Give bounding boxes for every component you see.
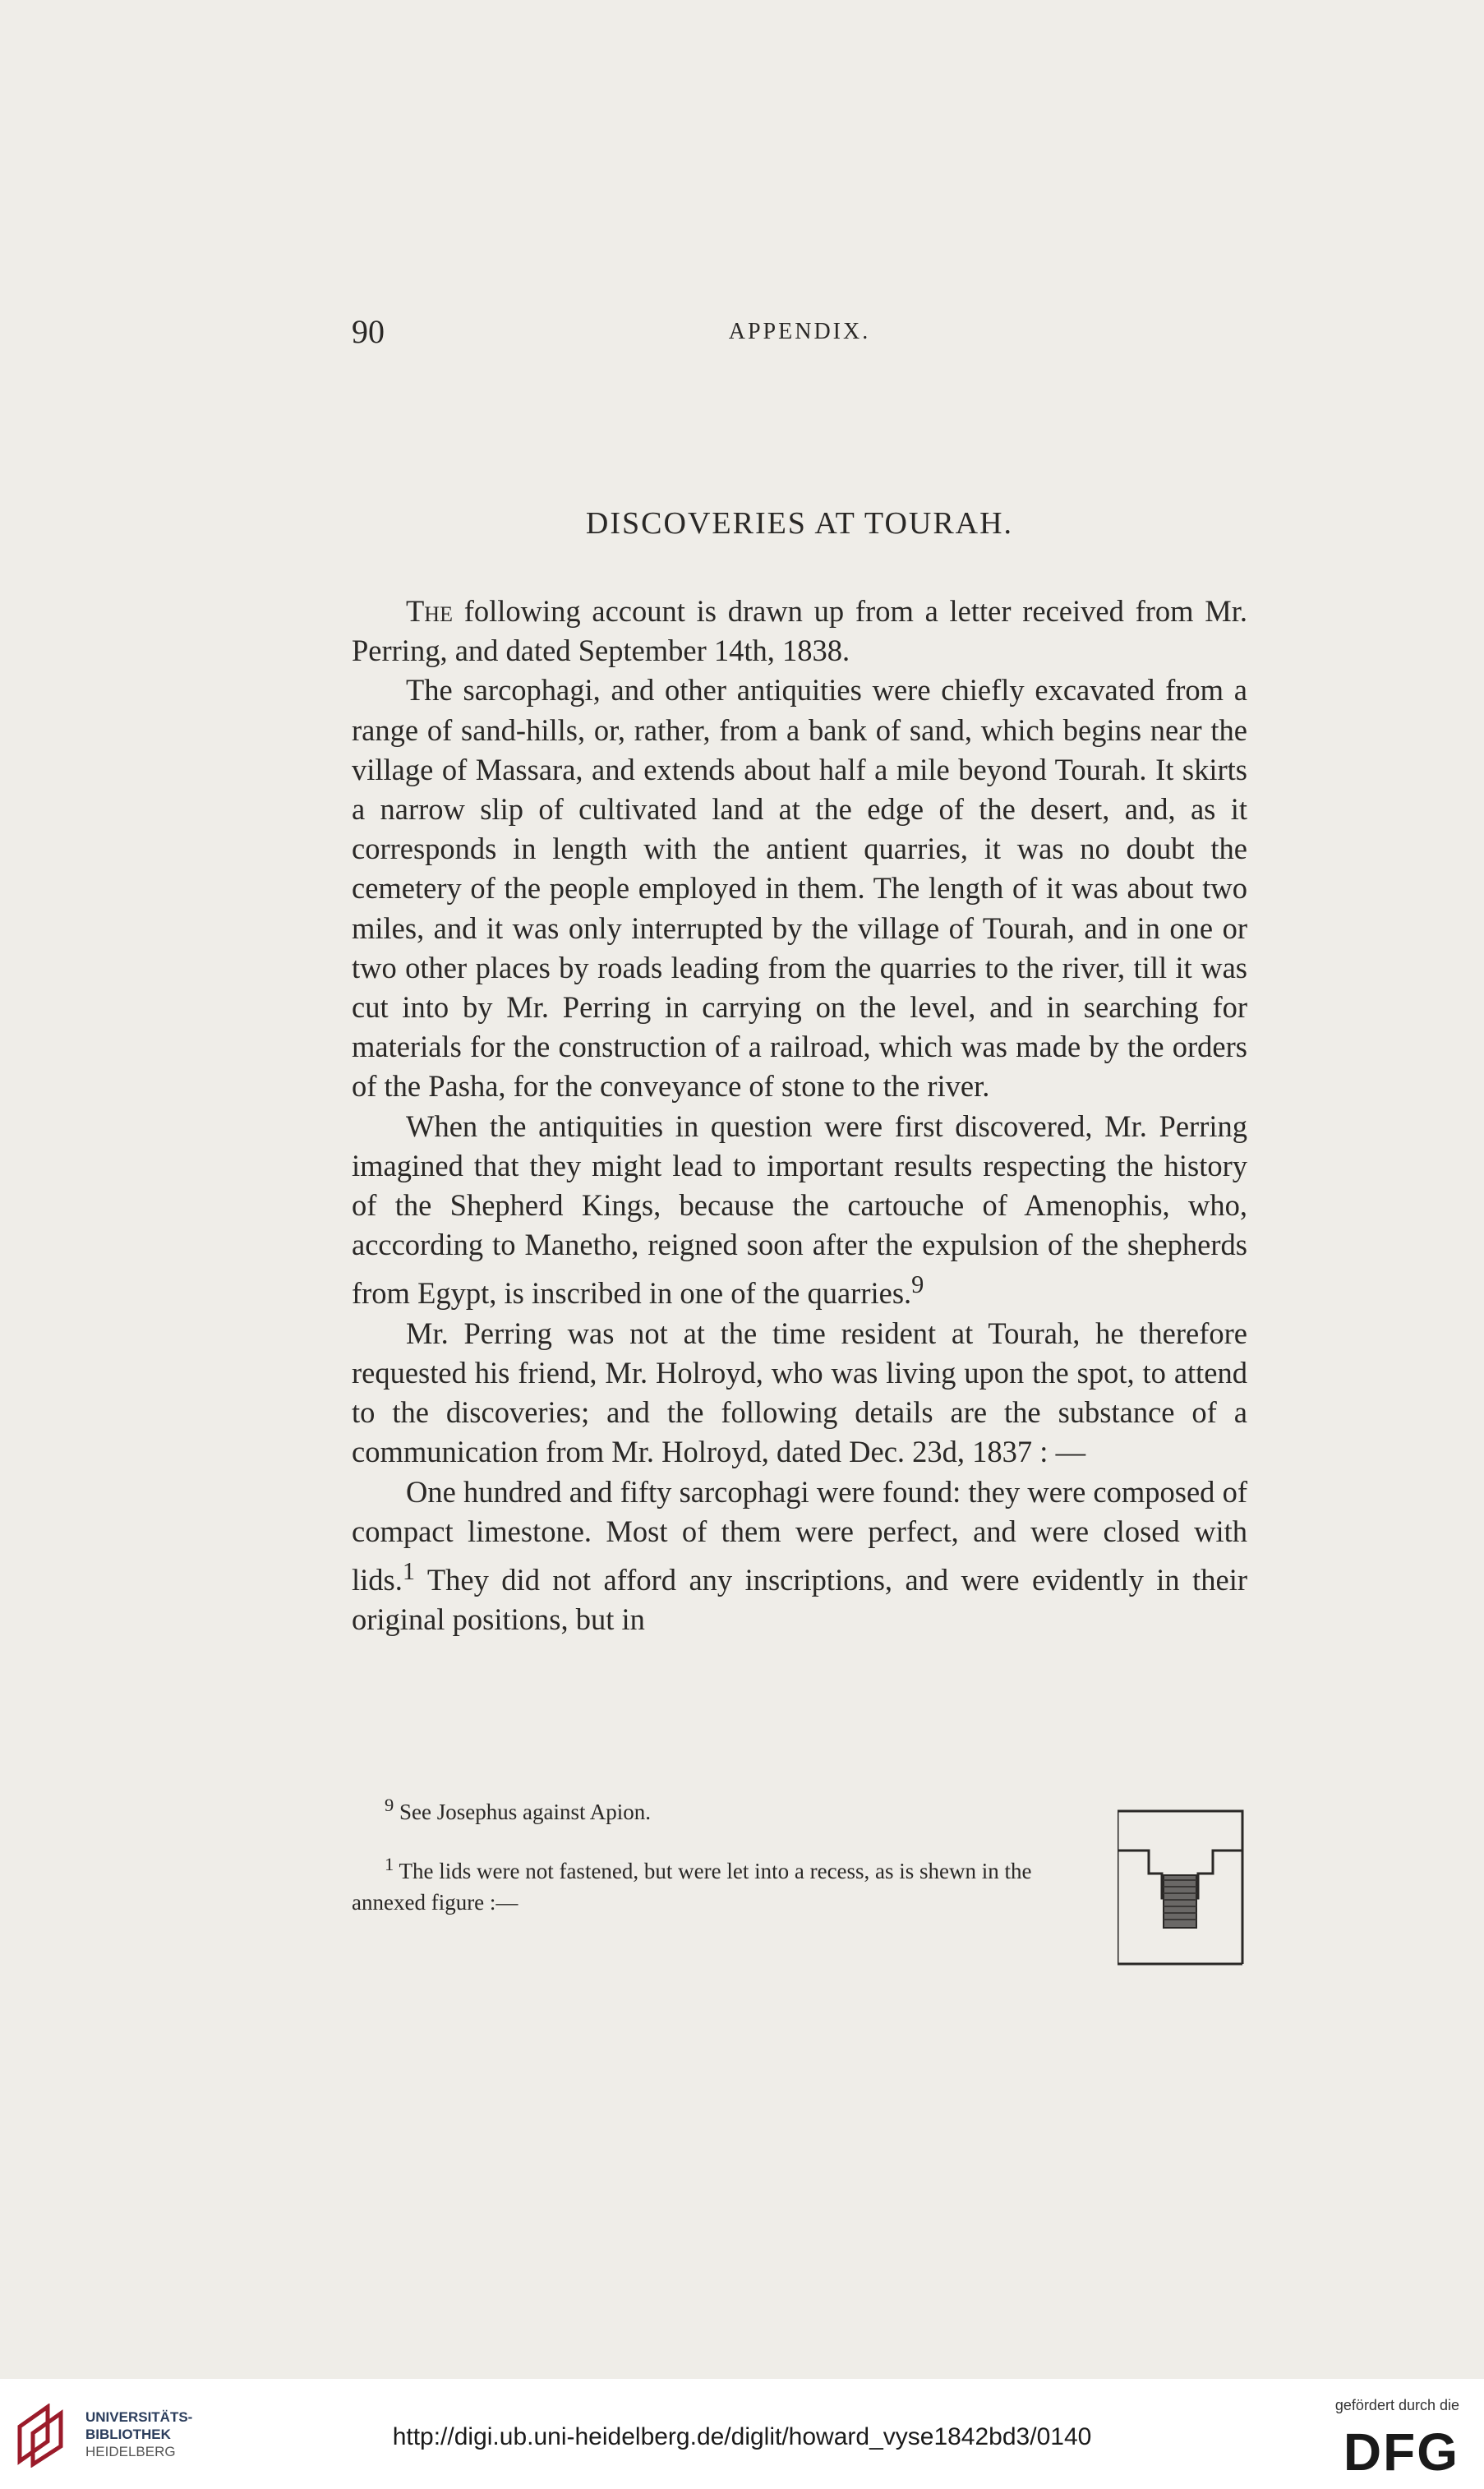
section-title: DISCOVERIES AT TOURAH. [585,506,1014,541]
page-number: 90 [352,313,385,350]
library-name: UNIVERSITÄTS- BIBLIOTHEK HEIDELBERG [85,2409,193,2459]
body-text [352,592,1247,1640]
paragraph: One hundred and fifty sarcophagi were found: they were composed of compact limestone. Most of them were perfect, and were closed with lids.$^1$ They did not afford any inscriptions, and were evidently in their original positions, but in [352,1474,1247,1637]
digitization-footer [0,2379,1484,2489]
footnote-ref[interactable]: 9 [911,1270,924,1299]
lead-word: The [406,594,453,628]
permalink-url[interactable]: http://digi.ub.uni-heidelberg.de/diglit/howard_vyse1842bd3/0140 [392,2423,1092,2450]
page-header [352,312,1247,362]
paragraph: When the antiquities in question were first discovered, Mr. Perring imagined that they might lead to important results respecting the history of the Shepherd Kings, because the cartouche of Amenophis, who, acccording to Manetho, reigned soon after the expulsion of the shepherds from Egypt, is inscribed in one of the quarries.$^9$ [352,1109,1247,1311]
footnote: $^9$ See Josephus against Apion. [385,1795,651,1824]
footnote-mark: 1 [385,1854,394,1874]
funded-by-label: gefördert durch die [1334,2397,1459,2413]
running-head: APPENDIX. [728,319,871,344]
sarcophagus-lid-figure [1118,1808,1249,1972]
footnotes [352,1790,1091,1918]
footnote-ref[interactable]: 1 [402,1557,416,1586]
paragraph: Mr. Perring was not at the time resident at Tourah, he therefore requested his friend, Mr. Holroyd, who was living upon the spot, to attend to the discoveries; and the following details are the substance of a communication from Mr. Holroyd, dated Dec. 23d, 1837 : — [352,1316,1247,1469]
paragraph: The sarcophagi, and other antiquities were chiefly excavated from a range of sand-hills, or, rather, from a bank of sand, which begins near the village of Massara, and extends about half a mile beyond Tourah. It skirts a narrow slip of cultivated land at the edge of the desert, and, as it corresponds in length with the antient quarries, it was no doubt the cemetery of the people employed in them. The length of it was about two miles, and it was only interrupted by the village of Tourah, and in one or two other places by roads leading from the quarries to the river, till it was cut into by Mr. Perring in carrying on the level, and in searching for materials for the construction of a railroad, which was made by the orders of the Pasha, for the conveyance of stone to the river. [352,673,1247,1104]
dfg-logo[interactable]: DFG [1343,2422,1459,2482]
paragraph: The following account is drawn up from a letter received from Mr. Perring, and dated September 14th, 1838. [352,594,1247,668]
footnote: $^1$ The lids were not fastened, but were let into a recess, as is shewn in the annexed figure :— [352,1854,1032,1915]
footnote-mark: 9 [385,1795,394,1815]
